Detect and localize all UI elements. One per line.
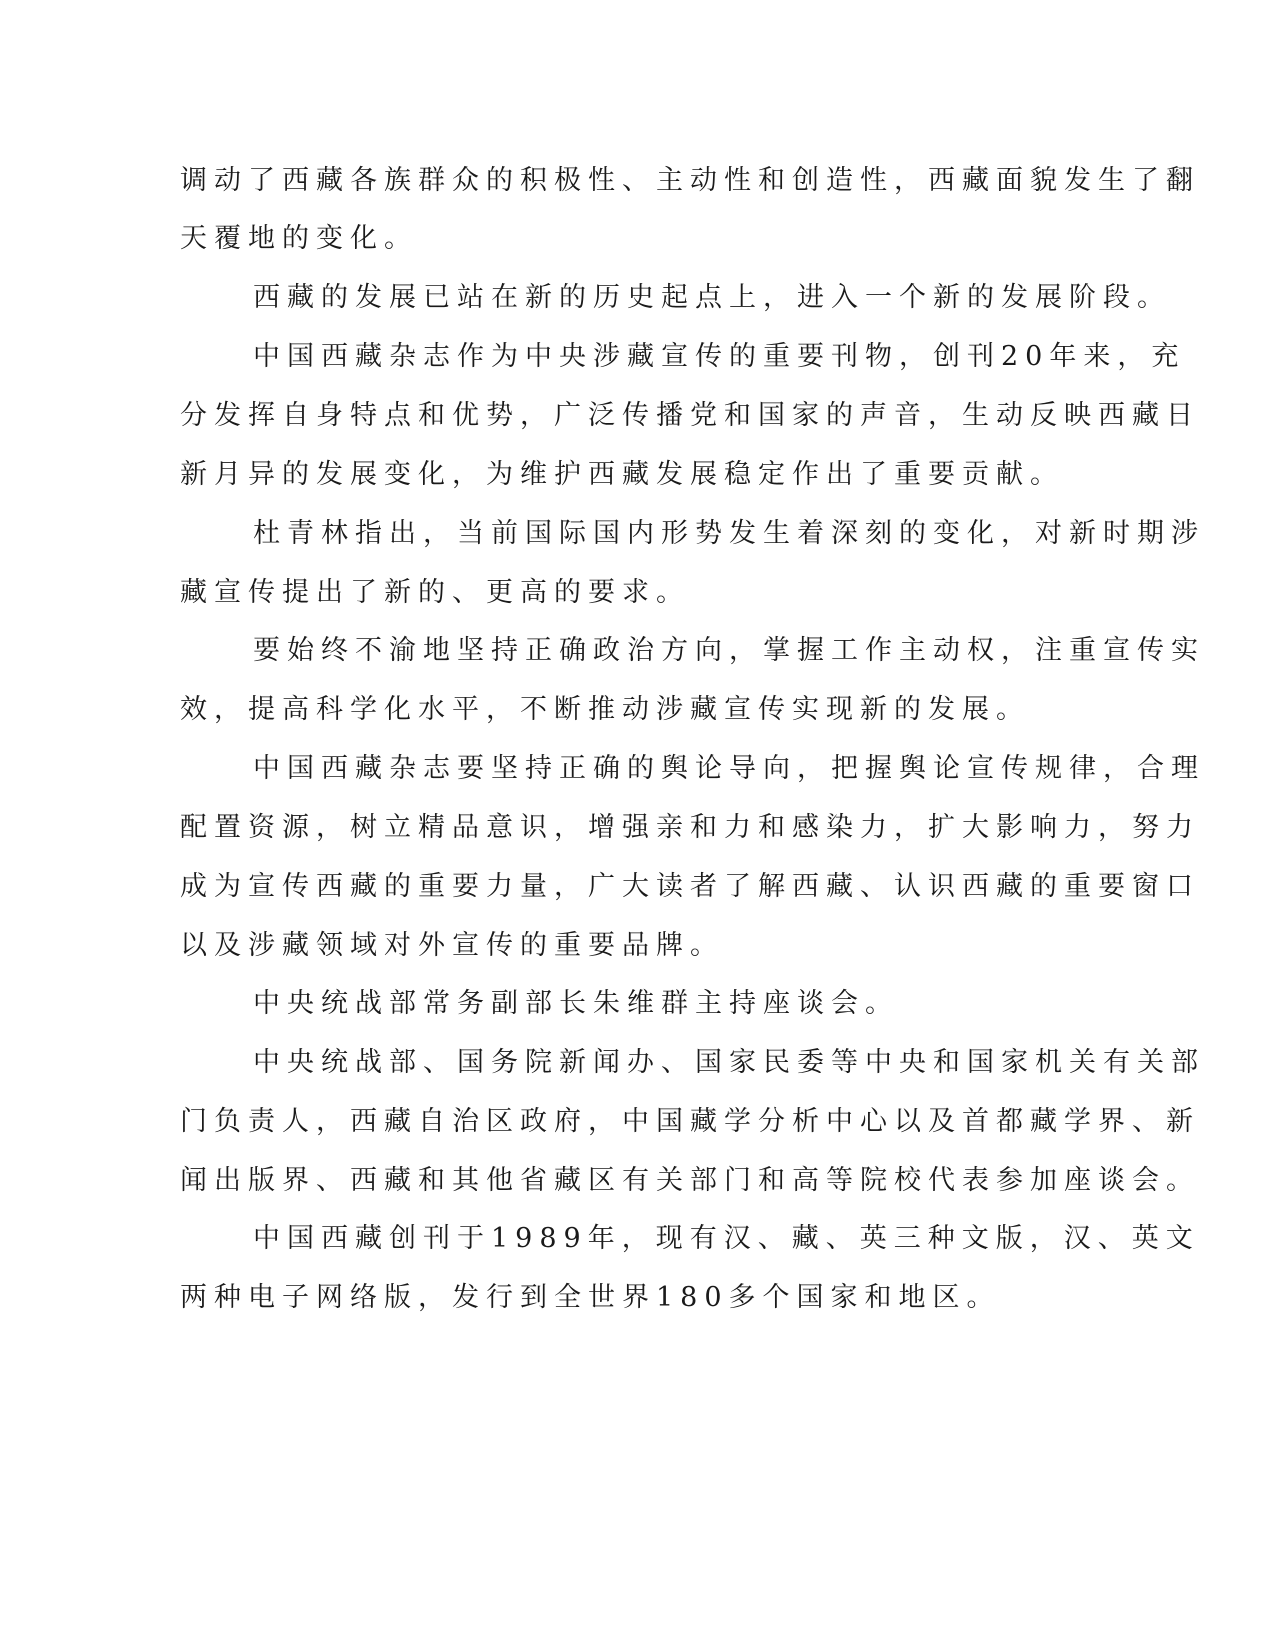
text-line: 天覆地的变化。 xyxy=(180,223,418,254)
text-line: 中央统战部常务副部长朱维群主持座谈会。 xyxy=(253,988,899,1019)
text-line: 分发挥自身特点和优势，广泛传播党和国家的声音，生动反映西藏日 xyxy=(180,400,1200,431)
text-line: 以及涉藏领域对外宣传的重要品牌。 xyxy=(180,930,724,961)
text-line: 配置资源，树立精品意识，增强亲和力和感染力，扩大影响力，努力 xyxy=(180,812,1200,843)
text-line: 成为宣传西藏的重要力量，广大读者了解西藏、认识西藏的重要窗口 xyxy=(180,871,1200,902)
text-line: 调动了西藏各族群众的积极性、主动性和创造性，西藏面貌发生了翻 xyxy=(180,165,1200,196)
text-line: 中国西藏创刊于1989年，现有汉、藏、英三种文版，汉、英文 xyxy=(253,1223,1200,1254)
text-line: 西藏的发展已站在新的历史起点上，进入一个新的发展阶段。 xyxy=(253,282,1171,313)
text-line: 门负责人，西藏自治区政府，中国藏学分析中心以及首都藏学界、新 xyxy=(180,1106,1200,1137)
text-line: 新月异的发展变化，为维护西藏发展稳定作出了重要贡献。 xyxy=(180,459,1064,490)
text-line: 两种电子网络版，发行到全世界180多个国家和地区。 xyxy=(180,1282,1001,1313)
text-line: 中国西藏杂志作为中央涉藏宣传的重要刊物，创刊20年来，充 xyxy=(253,341,1186,372)
text-line: 藏宣传提出了新的、更高的要求。 xyxy=(180,577,690,608)
text-line: 杜青林指出，当前国际国内形势发生着深刻的变化，对新时期涉 xyxy=(253,518,1205,549)
text-line: 效，提高科学化水平，不断推动涉藏宣传实现新的发展。 xyxy=(180,694,1030,725)
text-line: 要始终不渝地坚持正确政治方向，掌握工作主动权，注重宣传实 xyxy=(253,635,1205,666)
text-line: 中央统战部、国务院新闻办、国家民委等中央和国家机关有关部 xyxy=(253,1047,1205,1078)
text-line: 中国西藏杂志要坚持正确的舆论导向，把握舆论宣传规律，合理 xyxy=(253,753,1205,784)
text-line: 闻出版界、西藏和其他省藏区有关部门和高等院校代表参加座谈会。 xyxy=(180,1165,1200,1196)
